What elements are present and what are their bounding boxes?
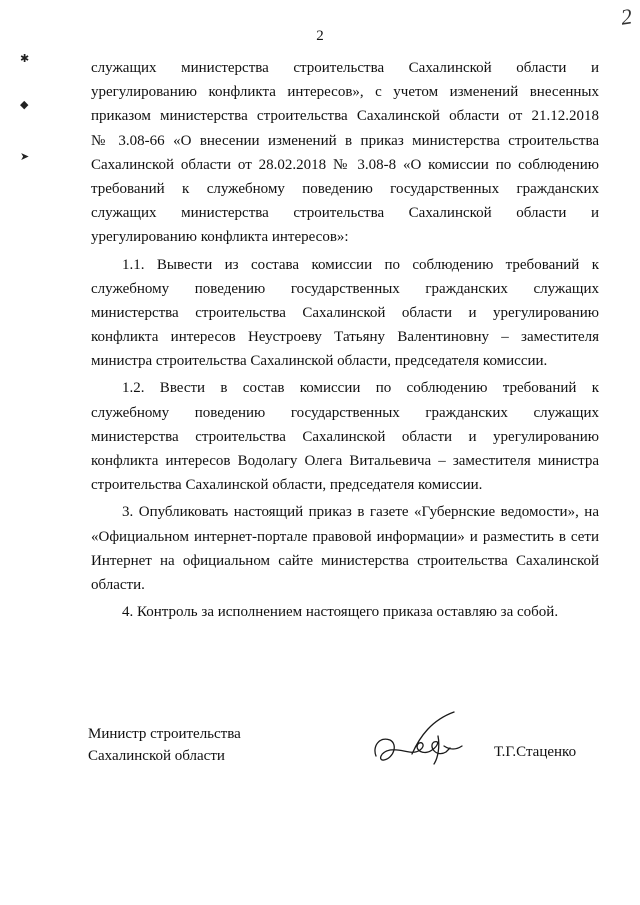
signatory-name: Т.Г.Стаценко <box>494 744 577 760</box>
document-body <box>91 56 599 624</box>
text-line: урегулированию конфликта интересов»: <box>91 229 349 246</box>
margin-mark: ✱ <box>20 53 30 65</box>
handwritten-signature <box>368 706 468 768</box>
text-line: служебному поведению государственных гражданских служащих <box>91 404 599 421</box>
signatory-title <box>88 723 241 767</box>
signatory-title-line: Сахалинской области <box>88 748 225 764</box>
text-line: «Официальном интернет-портале правовой информации» и разместить в сети <box>91 528 599 545</box>
page-number: 2 <box>316 28 324 44</box>
text-line: министерства строительства Сахалинской области и урегулированию <box>91 428 599 445</box>
text-line: конфликта интересов Водолагу Олега Витальевича – заместителя министра <box>91 453 599 469</box>
paragraph <box>91 600 599 624</box>
text-line: урегулированию конфликта интересов», с учетом изменений внесенных <box>91 84 599 101</box>
paragraph <box>91 376 599 497</box>
paragraph <box>91 500 599 597</box>
paragraph <box>91 56 599 250</box>
signatory-title-line: Министр строительства <box>88 726 241 742</box>
handwritten-page-number: 2 <box>619 3 634 30</box>
paragraph <box>91 253 599 374</box>
text-line: конфликта интересов Неустроеву Татьяну Валентиновну – заместителя <box>91 329 599 346</box>
text-line: 4. Контроль за исполнением настоящего приказа оставляю за собой. <box>122 604 559 621</box>
text-line: служащих министерства строительства Сахалинской области и <box>91 205 599 222</box>
text-line: служебному поведению государственных гражданских служащих <box>91 280 599 297</box>
text-line: министра строительства Сахалинской области, председателя комиссии. <box>91 353 548 370</box>
text-line: области. <box>91 576 145 593</box>
text-line: 1.2. Ввести в состав комиссии по соблюдению требований к <box>122 380 599 397</box>
text-line: 3. Опубликовать настоящий приказ в газете «Губернские ведомости», на <box>122 504 599 521</box>
text-line: Интернет на официальном сайте министерства строительства Сахалинской <box>91 552 599 569</box>
text-line: Сахалинской области от 28.02.2018 № 3.08-8 «О комиссии по соблюдению <box>91 156 599 173</box>
margin-mark: ➤ <box>20 151 30 163</box>
text-line: служащих министерства строительства Сахалинской области и <box>91 60 599 76</box>
text-line: приказом министерства строительства Сахалинской области от 21.12.2018 <box>91 108 599 125</box>
text-line: № 3.08-66 «О внесении изменений в приказ министерства строительства <box>91 132 599 149</box>
text-line: министерства строительства Сахалинской области и урегулированию <box>91 304 599 321</box>
text-line: требований к служебному поведению государственных гражданских <box>91 180 599 197</box>
text-line: строительства Сахалинской области, председателя комиссии. <box>91 477 483 494</box>
margin-mark: ◆ <box>20 99 29 111</box>
text-line: 1.1. Вывести из состава комиссии по соблюдению требований к <box>122 256 599 273</box>
